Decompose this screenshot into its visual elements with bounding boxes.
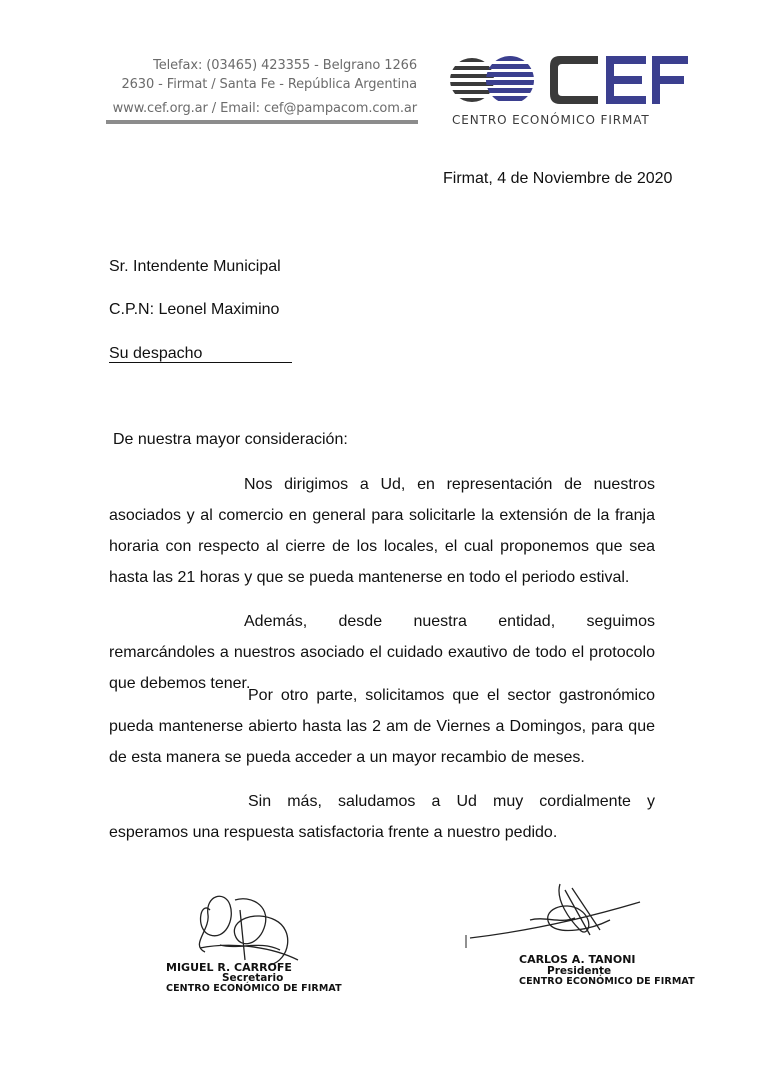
- signer-2-organization: CENTRO ECONÓMICO DE FIRMAT: [519, 976, 695, 987]
- signer-2-name: CARLOS A. TANONI: [519, 953, 636, 966]
- paragraph-1: Nos dirigimos a Ud, en representación de nuestros asociados y al comercio en general para solicitarle la extensión de la franja horaria con respecto al cierre de los locales, el cual proponemos que sea hasta las 21 horas y que se pueda mantenerse en todo el periodo estival.: [109, 476, 655, 586]
- recipient-office: Su despacho: [109, 345, 203, 362]
- salutation: De nuestra mayor consideración:: [113, 431, 348, 448]
- paragraph-4: Sin más, saludamos a Ud muy cordialmente y esperamos una respuesta satisfactoria frente a nuestro pedido.: [109, 793, 655, 841]
- letter-date: Firmat, 4 de Noviembre de 2020: [443, 170, 673, 187]
- signer-1-organization: CENTRO ECONÓMICO DE FIRMAT: [166, 983, 342, 994]
- signer-2-role: Presidente: [547, 965, 612, 977]
- contact-phone-address: Telefax: (03465) 423355 - Belgrano 1266: [153, 58, 417, 73]
- recipient-name: C.P.N: Leonel Maximino: [109, 301, 280, 318]
- contact-web-email: www.cef.org.ar / Email: cef@pampacom.com.ar: [112, 101, 417, 116]
- recipient-underline: [109, 362, 292, 363]
- signature-presidente: [460, 880, 650, 950]
- header-divider: [106, 120, 418, 124]
- signer-1-role: Secretario: [222, 972, 284, 984]
- cef-logo-icon: [448, 52, 690, 112]
- logo-organization-name: CENTRO ECONÓMICO FIRMAT: [452, 113, 650, 127]
- signer-1-name: MIGUEL R. CARROFE: [166, 961, 292, 974]
- paragraph-2: Además, desde nuestra entidad, seguimos remarcándoles a nuestros asociado el cuidado exautivo de todo el protocolo que debemos tener.: [109, 613, 655, 692]
- contact-city-country: 2630 - Firmat / Santa Fe - República Argentina: [121, 77, 417, 92]
- paragraph-3: Por otro parte, solicitamos que el sector gastronómico pueda mantenerse abierto hasta las 2 am de Viernes a Domingos, para que de esta manera se pueda acceder a un mayor recambio de meses.: [109, 687, 655, 766]
- recipient-title: Sr. Intendente Municipal: [109, 258, 281, 275]
